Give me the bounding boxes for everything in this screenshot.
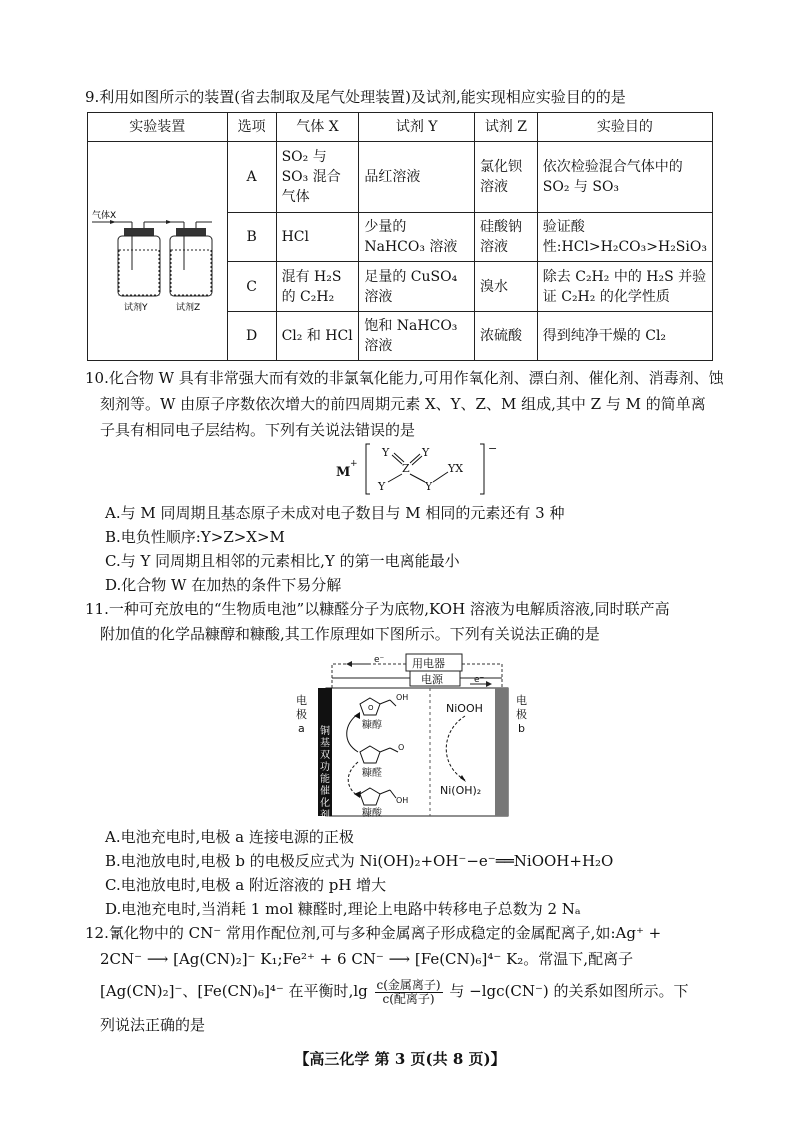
q11-stem-line2: 附加值的化学品糠醇和糠酸,其工作原理如下图所示。下列有关说法正确的是 xyxy=(100,625,600,643)
q9-header-row xyxy=(88,113,713,142)
q9-row-a xyxy=(88,142,713,213)
electrode-a-label-1: 电 xyxy=(296,694,307,707)
q11-option-d: D.电池充电时,当消耗 1 mol 糠醛时,理论上电路中转移电子总数为 2 Nₐ xyxy=(105,900,581,918)
q10-stem-line3: 子具有相同电子层结构。下列有关说法错误的是 xyxy=(100,421,416,439)
q9-reagent-y: 足量的 CuSO₄ 溶液 xyxy=(359,262,475,311)
q10-option-d: D.化合物 W 在加热的条件下易分解 xyxy=(105,576,342,594)
electron-label-top: e⁻ xyxy=(374,655,385,665)
o-label-aldehyde: O xyxy=(398,743,405,752)
structure-cation: M xyxy=(336,465,351,480)
page-footer: 【高三化学 第 3 页(共 8 页)】 xyxy=(294,1050,506,1068)
fraction-numerator: c(金属离子) xyxy=(376,977,441,992)
electrode-b-label-1: 电 xyxy=(516,694,527,707)
q9-header: 试剂 Y xyxy=(359,113,475,142)
q9-header: 试剂 Z xyxy=(475,113,538,142)
q9-goal: 依次检验混合气体中的 SO₂ 与 SO₃ xyxy=(537,142,712,213)
structure-anion-charge: − xyxy=(488,442,498,455)
structure-atom-y-bottom-right: Y xyxy=(425,480,433,493)
q9-stem: 9.利用如图所示的装置(省去制取及尾气处理装置)及试剂,能实现相应实验目的的是 xyxy=(85,88,626,106)
electron-label-bottom: e⁻ xyxy=(474,675,485,685)
q10-stem-line1: 10.化合物 W 具有非常强大而有效的非氯氧化能力,可用作氧化剂、漂白剂、催化剂、消毒剂、蚀 xyxy=(85,369,724,387)
q9-gas-x: Cl₂ 和 HCl xyxy=(276,311,359,360)
q11-option-c: C.电池放电时,电极 a 附近溶液的 pH 增大 xyxy=(105,876,387,894)
q11-battery-diagram xyxy=(290,648,540,820)
q9-header: 实验装置 xyxy=(88,113,228,142)
oh-label-acid: OH xyxy=(396,796,409,805)
structure-atom-y-bottom-left: Y xyxy=(378,480,386,493)
catalyst-char: 基 xyxy=(320,738,330,749)
q12-concentration-fraction xyxy=(375,979,443,1006)
q9-reagent-z: 氯化钡溶液 xyxy=(475,142,538,213)
q9-apparatus-cell xyxy=(88,142,228,361)
q9-header: 选项 xyxy=(227,113,276,142)
niooh-label: NiOOH xyxy=(446,702,483,715)
q12-line1: 12.氰化物中的 CN⁻ 常用作配位剂,可与多种金属离子形成稳定的金属配离子,如:Ag⁺ + xyxy=(85,924,662,942)
q9-reagent-z: 硅酸钠溶液 xyxy=(475,213,538,262)
q9-opt: D xyxy=(227,311,276,360)
catalyst-char: 剂 xyxy=(320,810,330,820)
structure-atom-y-top-right: Y xyxy=(422,446,430,459)
catalyst-char: 能 xyxy=(320,774,330,785)
q11-option-b: B.电池放电时,电极 b 的电极反应式为 Ni(OH)₂+OH⁻−e⁻══NiOOH+H₂O xyxy=(105,852,614,870)
q9-gas-x: HCl xyxy=(276,213,359,262)
q12-line4: 列说法正确的是 xyxy=(100,1016,206,1034)
q9-goal: 得到纯净干燥的 Cl₂ xyxy=(537,311,712,360)
q10-structure-diagram xyxy=(330,440,500,498)
electrode-a-label-3: a xyxy=(298,722,305,735)
q9-goal: 除去 C₂H₂ 中的 H₂S 并验证 C₂H₂ 的化学性质 xyxy=(537,262,712,311)
catalyst-char: 催 xyxy=(320,786,330,797)
structure-atom-z: Z xyxy=(402,462,410,475)
q10-stem-line2: 刻剂等。W 由原子序数依次增大的前四周期元素 X、Y、Z、M 组成,其中 Z 与 M 的简单离 xyxy=(100,395,706,413)
q11-option-a: A.电池充电时,电极 a 连接电源的正极 xyxy=(105,828,354,846)
q9-reagent-z: 溴水 xyxy=(475,262,538,311)
q9-header: 气体 X xyxy=(276,113,359,142)
q9-opt: B xyxy=(227,213,276,262)
q9-gas-x: SO₂ 与 SO₃ 混合气体 xyxy=(276,142,359,213)
electrode-a-label-2: 极 xyxy=(296,708,307,721)
q12-line3-end: 与 −lgc(CN⁻) 的关系如图所示。下 xyxy=(449,982,689,1000)
gas-wash-apparatus-diagram xyxy=(88,142,218,354)
q9-reagent-y: 少量的 NaHCO₃ 溶液 xyxy=(359,213,475,262)
q9-reagent-y: 品红溶液 xyxy=(359,142,475,213)
q9-reagent-y: 饱和 NaHCO₃ 溶液 xyxy=(359,311,475,360)
q9-table xyxy=(87,112,713,361)
q9-opt: C xyxy=(227,262,276,311)
q10-option-a: A.与 M 同周期且基态原子未成对电子数目与 M 相同的元素还有 3 种 xyxy=(105,504,565,522)
nioh2-label: Ni(OH)₂ xyxy=(440,784,482,797)
catalyst-char: 铜 xyxy=(320,726,330,737)
q10-option-b: B.电负性顺序:Y>Z>X>M xyxy=(105,528,285,546)
structure-cation-charge: + xyxy=(350,459,358,469)
q12-line2: 2CN⁻ ⟶ [Ag(CN)₂]⁻ K₁;Fe²⁺ + 6 CN⁻ ⟶ [Fe(CN)₆]⁴⁻ K₂。常温下,配离子 xyxy=(100,950,634,968)
q12-line3-start: [Ag(CN)₂]⁻、[Fe(CN)₆]⁴⁻ 在平衡时,lg xyxy=(100,982,368,1000)
bottle-y-label: 试剂Y xyxy=(124,303,148,313)
bottle-z-label: 试剂Z xyxy=(176,303,201,313)
q11-stem-line1: 11.一种可充放电的“生物质电池”以糠醛分子为底物,KOH 溶液为电解质溶液,同时联产高 xyxy=(85,600,670,618)
q10-option-c: C.与 Y 同周期且相邻的元素相比,Y 的第一电离能最小 xyxy=(105,552,460,570)
q9-opt: A xyxy=(227,142,276,213)
q12-line3 xyxy=(100,976,689,1006)
q9-reagent-z: 浓硫酸 xyxy=(475,311,538,360)
furfural-label: 糠醛 xyxy=(362,768,382,779)
furan-o-label: O xyxy=(368,704,374,712)
structure-group-yx: YX xyxy=(448,462,464,475)
catalyst-char: 化 xyxy=(320,798,330,809)
oh-label-alcohol: OH xyxy=(396,693,409,702)
q9-gas-x: 混有 H₂S 的 C₂H₂ xyxy=(276,262,359,311)
load-label: 用电器 xyxy=(412,657,445,670)
source-label: 电源 xyxy=(421,673,443,686)
q9-header: 实验目的 xyxy=(537,113,712,142)
electrode-b-plate xyxy=(495,688,508,816)
electrode-b-label-3: b xyxy=(518,722,525,735)
gas-x-label: 气体X xyxy=(92,211,117,221)
catalyst-char: 功 xyxy=(320,762,330,773)
structure-atom-y-top-left: Y xyxy=(382,446,390,459)
fraction-denominator: c(配离子) xyxy=(382,991,435,1006)
furfuryl-alcohol-label: 糠醇 xyxy=(362,720,382,731)
catalyst-char: 双 xyxy=(320,750,330,761)
furoic-acid-label: 糠酸 xyxy=(362,808,382,819)
electrode-b-label-2: 极 xyxy=(516,708,527,721)
q9-goal: 验证酸性:HCl>H₂CO₃>H₂SiO₃ xyxy=(537,213,712,262)
